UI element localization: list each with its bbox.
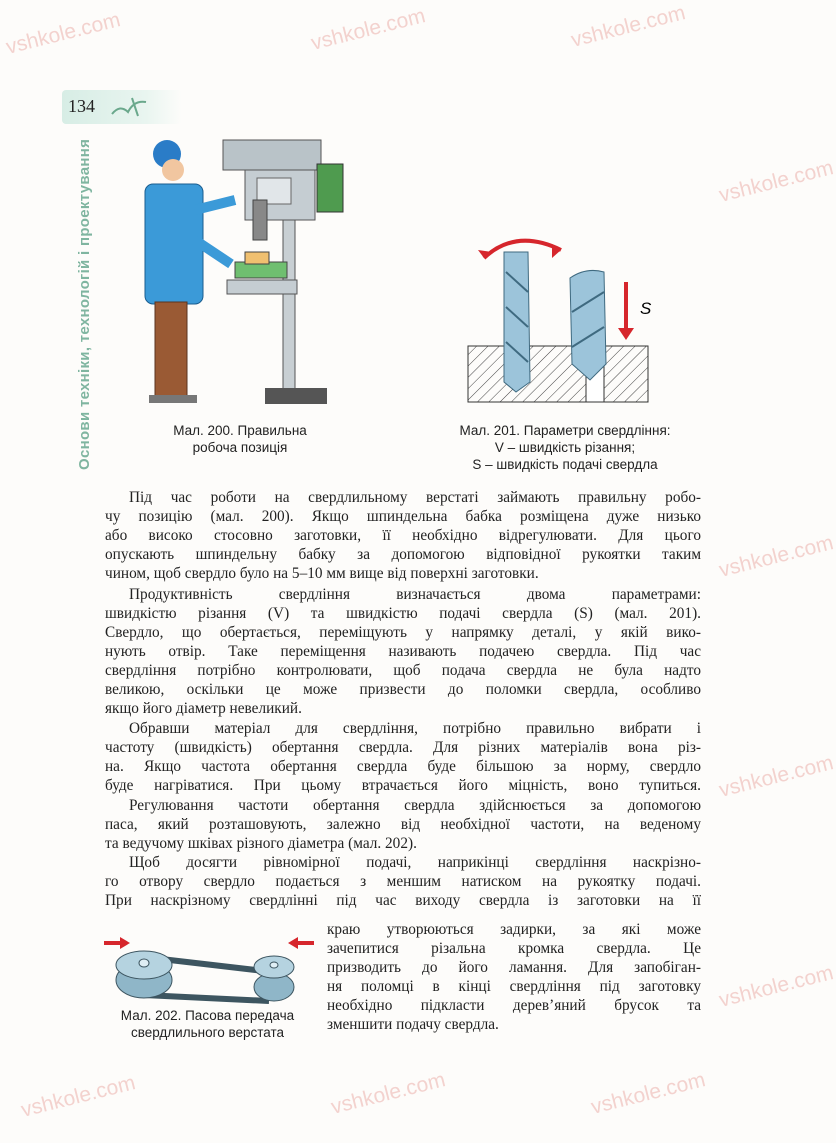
fig202-caption xyxy=(100,1007,315,1041)
watermark: vshkole.com xyxy=(568,1,688,52)
fig201-caption xyxy=(440,422,690,473)
caption-line: свердлильного верстата xyxy=(130,1025,285,1040)
text-line: великою, оскільки це може призвести до поломки свердла, особливо xyxy=(105,681,701,698)
watermark: vshkole.com xyxy=(716,156,836,207)
text-line: чином, щоб свердло було на 5–10 мм вище від поверхні заготовки. xyxy=(105,565,539,582)
drill-press-worker-illustration xyxy=(145,140,375,410)
caption-line: робоча позиція xyxy=(192,440,288,455)
caption-line: V – швидкість різання; xyxy=(494,440,636,455)
text-line: або високо стосовно заготовки, її необхідно відрегулювати. Для цього xyxy=(105,527,701,544)
watermark: vshkole.com xyxy=(328,1068,448,1119)
text-line: частоту (швидкість) обертання свердла. Для різних матеріалів вона різ- xyxy=(105,739,701,756)
text-line: опускають шпиндельну бабку за допомогою відповідної рукоятки таким xyxy=(105,546,701,563)
text-line: чу позицію (мал. 200). Якщо шпиндельна бабка розміщена дуже низько xyxy=(105,508,701,525)
paragraph-5-continued xyxy=(327,920,701,1034)
text-line: буде нагріватися. При цьому втрачається його міцність, воно тупиться. xyxy=(105,777,701,794)
ornament-icon xyxy=(110,94,150,120)
text-line: необхідно підкласти дерев’яний брусок та xyxy=(327,997,701,1014)
text-line: Обравши матеріал для свердління, потрібно правильно вибрати і xyxy=(129,720,701,737)
text-line: Щоб досягти рівномірної подачі, наприкінці свердління наскрізно- xyxy=(129,854,701,871)
paragraph-4 xyxy=(105,796,701,853)
text-line: ня поломці в кінці свердління під заготовку xyxy=(327,978,701,995)
watermark: vshkole.com xyxy=(308,4,428,55)
fig200-caption xyxy=(150,422,330,456)
drilling-parameters-diagram xyxy=(466,232,676,402)
watermark: vshkole.com xyxy=(3,8,123,59)
feed-label-s: S xyxy=(640,299,652,318)
belt-drive-illustration xyxy=(104,935,319,1005)
watermark: vshkole.com xyxy=(588,1068,708,1119)
text-line: го отвору свердло подається з меншим натиском на рукоятку подачі. xyxy=(105,873,701,890)
text-line: Свердло, що обертається, переміщують у напрямку деталі, у якій вико- xyxy=(105,624,701,641)
paragraph-5 xyxy=(105,853,701,910)
watermark: vshkole.com xyxy=(18,1071,138,1122)
caption-line: Мал. 201. Параметри свердління: xyxy=(459,423,671,438)
text-line: призводить до його ламання. Для запобіган- xyxy=(327,959,701,976)
text-line: Регулювання частоти обертання свердла здійснюється за допомогою xyxy=(129,797,701,814)
page-number: 134 xyxy=(68,96,95,116)
watermark: vshkole.com xyxy=(716,961,836,1012)
paragraph-1 xyxy=(105,488,701,583)
text-line: зменшити подачу свердла. xyxy=(327,1016,499,1033)
text-line: на. Якщо частота обертання свердла буде більшою за норму, свердло xyxy=(105,758,701,775)
caption-line: Мал. 200. Правильна xyxy=(173,423,307,438)
side-title: Основи техніки, технологій і проектування xyxy=(76,138,93,470)
text-line: Під час роботи на свердлильному верстаті займають правильну робо- xyxy=(129,489,701,506)
caption-line: Мал. 202. Пасова передача xyxy=(120,1008,295,1023)
text-line: зачепитися різальна кромка свердла. Це xyxy=(327,940,701,957)
text-line: При наскрізному свердлінні під час виходу свердла із заготовки на її xyxy=(105,892,701,909)
text-line: та ведучому шківах різного діаметра (мал. 202). xyxy=(105,835,417,852)
text-line: Продуктивність свердління визначається двома параметрами: xyxy=(129,586,701,603)
watermark: vshkole.com xyxy=(716,751,836,802)
text-line: паса, який розташовують, залежно від необхідної частоти, на веденому xyxy=(105,816,701,833)
paragraph-3 xyxy=(105,719,701,795)
text-line: швидкістю різання (V) та швидкістю подачі свердла (S) (мал. 201). xyxy=(105,605,701,622)
text-line: краю утворюються задирки, за які може xyxy=(327,921,701,938)
text-line: якщо його діаметр невеликий. xyxy=(105,700,302,717)
caption-line: S – швидкість подачі свердла xyxy=(472,457,658,472)
text-line: свердління потрібно контролювати, щоб подача свердла не була надто xyxy=(105,662,701,679)
paragraph-2 xyxy=(105,585,701,718)
text-line: нують отвір. Таке переміщення називають подачею свердла. Під час xyxy=(105,643,701,660)
watermark: vshkole.com xyxy=(716,531,836,582)
page-number-badge xyxy=(62,90,182,124)
